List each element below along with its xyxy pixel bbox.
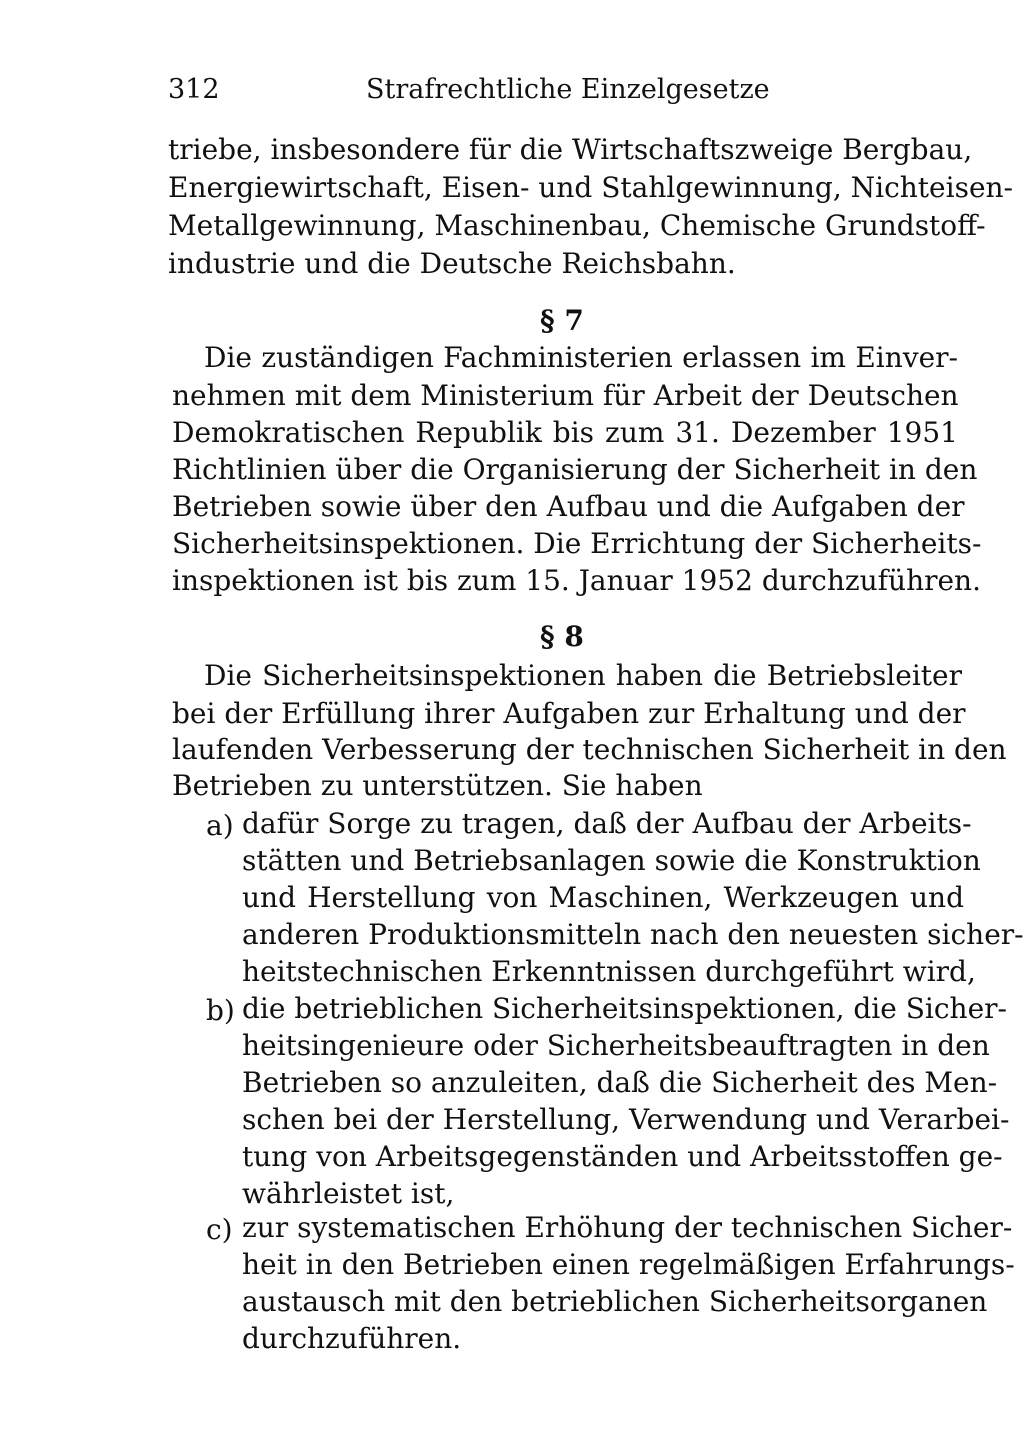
list-item-c-line: durchzuführen. xyxy=(242,1322,462,1355)
section-7-line: Sicherheitsinspektionen. Die Errichtung der Sicherheits- xyxy=(172,527,982,560)
list-marker-a: a) xyxy=(206,809,234,842)
running-title: Strafrechtliche Einzelgesetze xyxy=(366,74,770,105)
list-item-b-line: schen bei der Herstellung, Verwendung und Verarbei- xyxy=(242,1103,1010,1136)
list-item-c-line: zur systematischen Erhöhung der technischen Sicher- xyxy=(242,1211,1013,1244)
section-8-heading: § 8 xyxy=(540,620,584,653)
section-7-line: nehmen mit dem Ministerium für Arbeit der Deutschen xyxy=(172,379,959,412)
list-item-b-line: Betrieben so anzuleiten, daß die Sicherheit des Men- xyxy=(242,1066,998,1099)
section-8-intro-line: Betrieben zu unterstützen. Sie haben xyxy=(172,769,703,802)
list-item-b-line: die betrieblichen Sicherheitsinspektionen, die Sicher- xyxy=(242,992,1007,1025)
list-item-b-line: heitsingenieure oder Sicherheitsbeauftragten in den xyxy=(242,1029,990,1062)
section-8-intro-line: bei der Erfüllung ihrer Aufgaben zur Erhaltung und der xyxy=(172,697,966,730)
section-7-line: Betrieben sowie über den Aufbau und die Aufgaben der xyxy=(172,490,965,523)
list-item-b-line: tung von Arbeitsgegenständen und Arbeitsstoffen ge- xyxy=(242,1140,1003,1173)
continuation-line: Metallgewinnung, Maschinenbau, Chemische Grundstoff- xyxy=(168,209,986,242)
section-7-line: Die zuständigen Fachministerien erlassen im Einver- xyxy=(204,341,958,374)
list-item-a-line: dafür Sorge zu tragen, daß der Aufbau der Arbeits- xyxy=(242,807,972,840)
list-item-a-line: und Herstellung von Maschinen, Werkzeugen und xyxy=(242,881,964,914)
list-item-b-line: währleistet ist, xyxy=(242,1177,455,1210)
list-item-c-line: austausch mit den betrieblichen Sicherheitsorganen xyxy=(242,1285,988,1318)
continuation-line: triebe, insbesondere für die Wirtschaftszweige Bergbau, xyxy=(168,133,973,166)
list-item-a-line: anderen Produktionsmitteln nach den neuesten sicher- xyxy=(242,918,1024,951)
page-header xyxy=(168,74,778,114)
list-item-a-line: stätten und Betriebsanlagen sowie die Konstruktion xyxy=(242,844,981,877)
section-7-line: Demokratischen Republik bis zum 31. Dezember 1951 xyxy=(172,416,958,449)
page-number: 312 xyxy=(168,74,220,105)
list-item-a-line: heitstechnischen Erkenntnissen durchgeführt wird, xyxy=(242,955,976,988)
list-marker-c: c) xyxy=(206,1213,233,1246)
section-7-heading: § 7 xyxy=(540,304,584,337)
continuation-line: industrie und die Deutsche Reichsbahn. xyxy=(168,247,736,280)
section-7-line: Richtlinien über die Organisierung der Sicherheit in den xyxy=(172,453,978,486)
section-8-intro-line: Die Sicherheitsinspektionen haben die Betriebsleiter xyxy=(204,659,962,692)
list-marker-b: b) xyxy=(206,994,235,1027)
continuation-line: Energiewirtschaft, Eisen- und Stahlgewinnung, Nichteisen- xyxy=(168,171,1014,204)
section-8-intro-line: laufenden Verbesserung der technischen Sicherheit in den xyxy=(172,733,1007,766)
list-item-c-line: heit in den Betrieben einen regelmäßigen Erfahrungs- xyxy=(242,1248,1015,1281)
section-7-line: inspektionen ist bis zum 15. Januar 1952 durchzuführen. xyxy=(172,564,981,597)
